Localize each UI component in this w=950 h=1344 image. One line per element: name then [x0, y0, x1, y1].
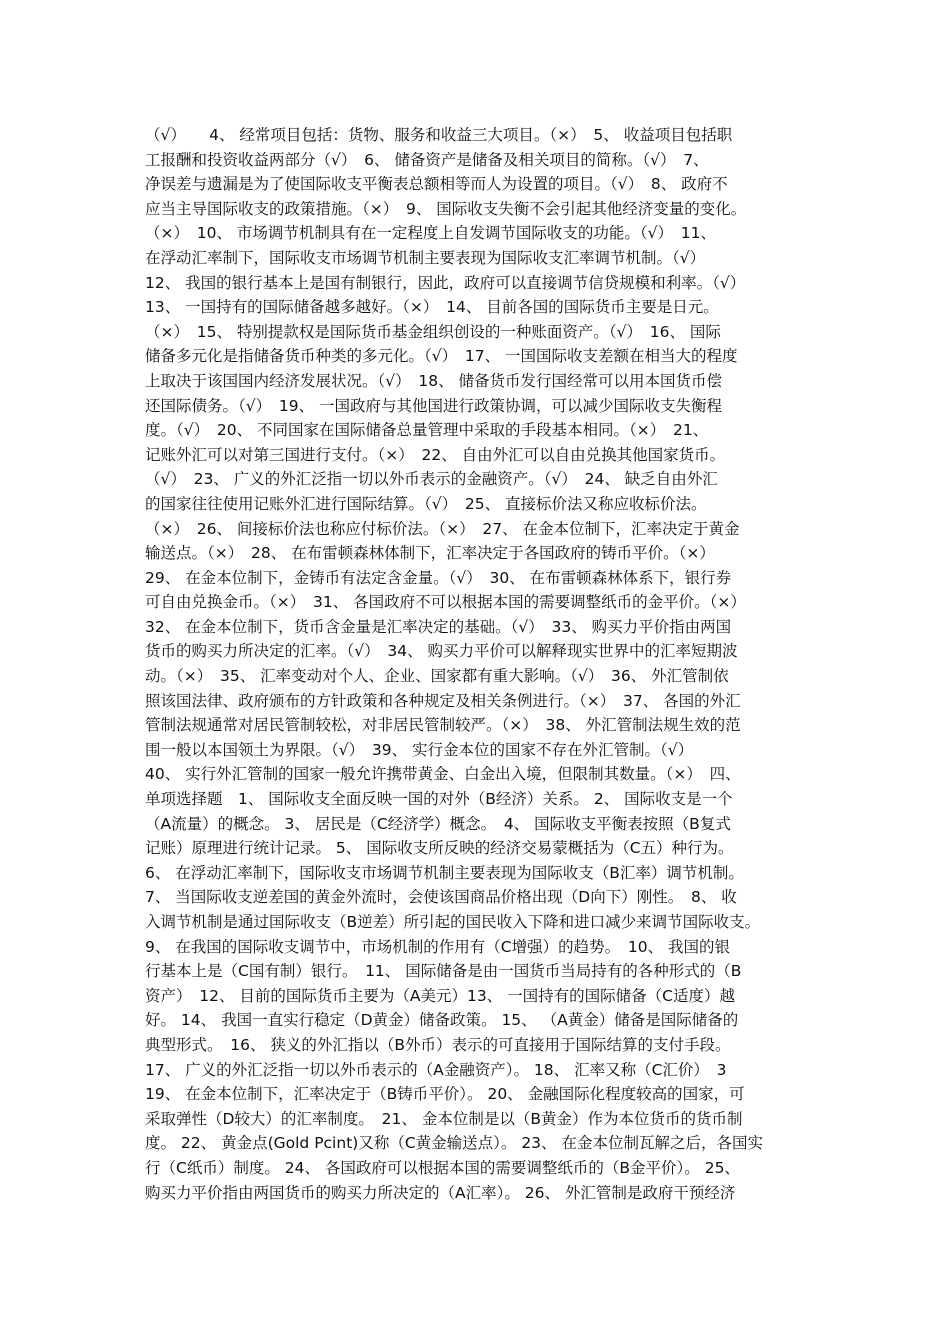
text-line: 9、 在我国的国际收支调节中，市场机制的作用有（C增强）的趋势。 10、 我国的银 — [145, 937, 731, 956]
text-line: 入调节机制是通过国际收支（B逆差）所引起的国民收入下降和进口减少来调节国际收支。 — [145, 913, 761, 931]
text-line: 围一般以本国领土为界限。（√） 39、 实行金本位的国家不存在外汇管制。（√） — [145, 740, 694, 759]
text-line: 货币的购买力所决定的汇率。（√） 34、 购买力平价可以解释现实世界中的汇率短期波 — [145, 642, 738, 661]
text-line: 净误差与遗漏是为了使国际收支平衡表总额相等而人为设置的项目。（√） 8、 政府不 — [145, 175, 728, 194]
text-line: （√） 23、 广义的外汇泛指一切以外币表示的金融资产。（√） 24、 缺乏自由外汇 — [145, 470, 718, 489]
text-line: 行基本上是（C国有制）银行。 11、 国际储备是由一国货币当局持有的各种形式的（B — [145, 962, 742, 981]
text-line: 储备多元化是指储备货币种类的多元化。（√） 17、 一国国际收支差额在相当大的程度 — [145, 347, 738, 366]
text-line: 动。（×） 35、 汇率变动对个人、企业、国家都有重大影响。（√） 36、 外汇管制依 — [145, 667, 729, 686]
text-line: 工报酬和投资收益两部分（√） 6、 储备资产是储备及相关项目的简称。（√） 7、 — [145, 150, 709, 169]
text-line: 资产） 12、 目前的国际货币主要为（A美元）13、 一国持有的国际储备（C适度）越 — [145, 986, 735, 1005]
text-line: 可自由兑换金币。（×） 31、 各国政府不可以根据本国的需要调整纸币的金平价。（×） — [145, 593, 746, 612]
text-line: 行（C纸币）制度。 24、 各国政府可以根据本国的需要调整纸币的（B金平价）。 25、 — [145, 1158, 740, 1177]
text-line: 29、 在金本位制下，金铸币有法定含金量。（√） 30、 在布雷顿森林体系下，银行券 — [145, 568, 732, 587]
text-line: 7、 当国际收支逆差国的黄金外流时，会使该国商品价格出现（D向下）刚性。 8、 收 — [145, 888, 737, 907]
text-line: 好。 14、 我国一直实行稳定（D黄金）储备政策。 15、 （A黄金）储备是国际储备的 — [145, 1011, 739, 1030]
text-line: 40、 实行外汇管制的国家一般允许携带黄金、白金出入境，但限制其数量。（×） 四、 — [145, 765, 741, 784]
text-line: 在浮动汇率制下，国际收支市场调节机制主要表现为国际收支汇率调节机制。（√） — [145, 248, 706, 267]
text-line: 管制法规通常对居民管制较松，对非居民管制较严。（×） 38、 外汇管制法规生效的范 — [145, 716, 741, 735]
text-line: 19、 在金本位制下，汇率决定于（B铸币平价）。 20、 金融国际化程度较高的国家，可 — [145, 1085, 745, 1104]
text-line: 记账外汇可以对第三国进行支付。（×） 22、 自由外汇可以自由兑换其他国家货币。 — [145, 445, 726, 464]
text-line: 照该国法律、政府颁布的方针政策和各种规定及相关条例进行。（×） 37、 各国的外汇 — [145, 691, 741, 710]
text-line: 12、 我国的银行基本上是国有制银行，因此，政府可以直接调节信贷规模和利率。（√） — [145, 273, 746, 292]
text-line: 典型形式。 16、 狭义的外汇指以（B外币）表示的可直接用于国际结算的支付手段。 — [145, 1035, 731, 1054]
text-line: 32、 在金本位制下，货币含金量是汇率决定的基础。（√） 33、 购买力平价指由两国 — [145, 617, 732, 636]
text-line: 的国家往往使用记账外汇进行国际结算。（√） 25、 直接标价法又称应收标价法。 — [145, 494, 707, 513]
text-line: （√） 4、 经常项目包括：货物、服务和收益三大项目。（×） 5、 收益项目包括职 — [145, 126, 733, 144]
text-line: （×） 26、 间接标价法也称应付标价法。（×） 27、 在金本位制下，汇率决定于黄金 — [145, 519, 740, 538]
text-line: 应当主导国际收支的政策措施。（×） 9、 国际收支失衡不会引起其他经济变量的变化。 — [145, 199, 747, 218]
text-line: 6、 在浮动汇率制下，国际收支市场调节机制主要表现为国际收支（B汇率）调节机制。 — [145, 863, 744, 882]
text-line: 购买力平价指由两国货币的购买力所决定的（A汇率）。 26、 外汇管制是政府干预经济 — [145, 1183, 736, 1202]
text-line: 上取决于该国国内经济发展状况。（√） 18、 储备货币发行国经常可以用本国货币偿 — [145, 371, 723, 390]
text-line: 13、 一国持有的国际储备越多越好。（×） 14、 目前各国的国际货币主要是日元。 — [145, 298, 719, 317]
text-line: 采取弹性（D较大）的汇率制度。 21、 金本位制是以（B黄金）作为本位货币的货币制 — [145, 1109, 743, 1128]
text-line: 还国际债务。（√） 19、 一国政府与其他国进行政策协调，可以减少国际收支失衡程 — [145, 396, 723, 415]
text-line: 度。（√） 20、 不同国家在国际储备总量管理中采取的手段基本相同。（×） 21、 — [145, 421, 709, 440]
text-line: 记账）原理进行统计记录。 5、 国际收支所反映的经济交易蒙概括为（C五）种行为。 — [145, 839, 734, 858]
text-line: 输送点。（×） 28、 在布雷顿森林体制下，汇率决定于各国政府的铸币平价。（×） — [145, 544, 715, 563]
text-line: 单项选择题 1、 国际收支全面反映一国的对外（B经济）关系。 2、 国际收支是一个 — [145, 790, 733, 809]
text-line: （×） 15、 特别提款权是国际货币基金组织创设的一种账面资产。（√） 16、 国际 — [145, 322, 721, 341]
text-line: （A流量）的概念。 3、 居民是（C经济学）概念。 4、 国际收支平衡表按照（B复式 — [145, 814, 731, 833]
text-line: 度。 22、 黄金点(Gold Pcint)又称（C黄金输送点）。 23、 在金本位制瓦解之后，各国实 — [145, 1134, 763, 1153]
text-line: （×） 10、 市场调节机制具有在一定程度上自发调节国际收支的功能。（√） 11、 — [145, 224, 716, 243]
text-line: 17、 广义的外汇泛指一切以外币表示的（A金融资产）。 18、 汇率又称（C汇价） 3 — [145, 1060, 727, 1079]
document-body — [145, 123, 825, 1205]
